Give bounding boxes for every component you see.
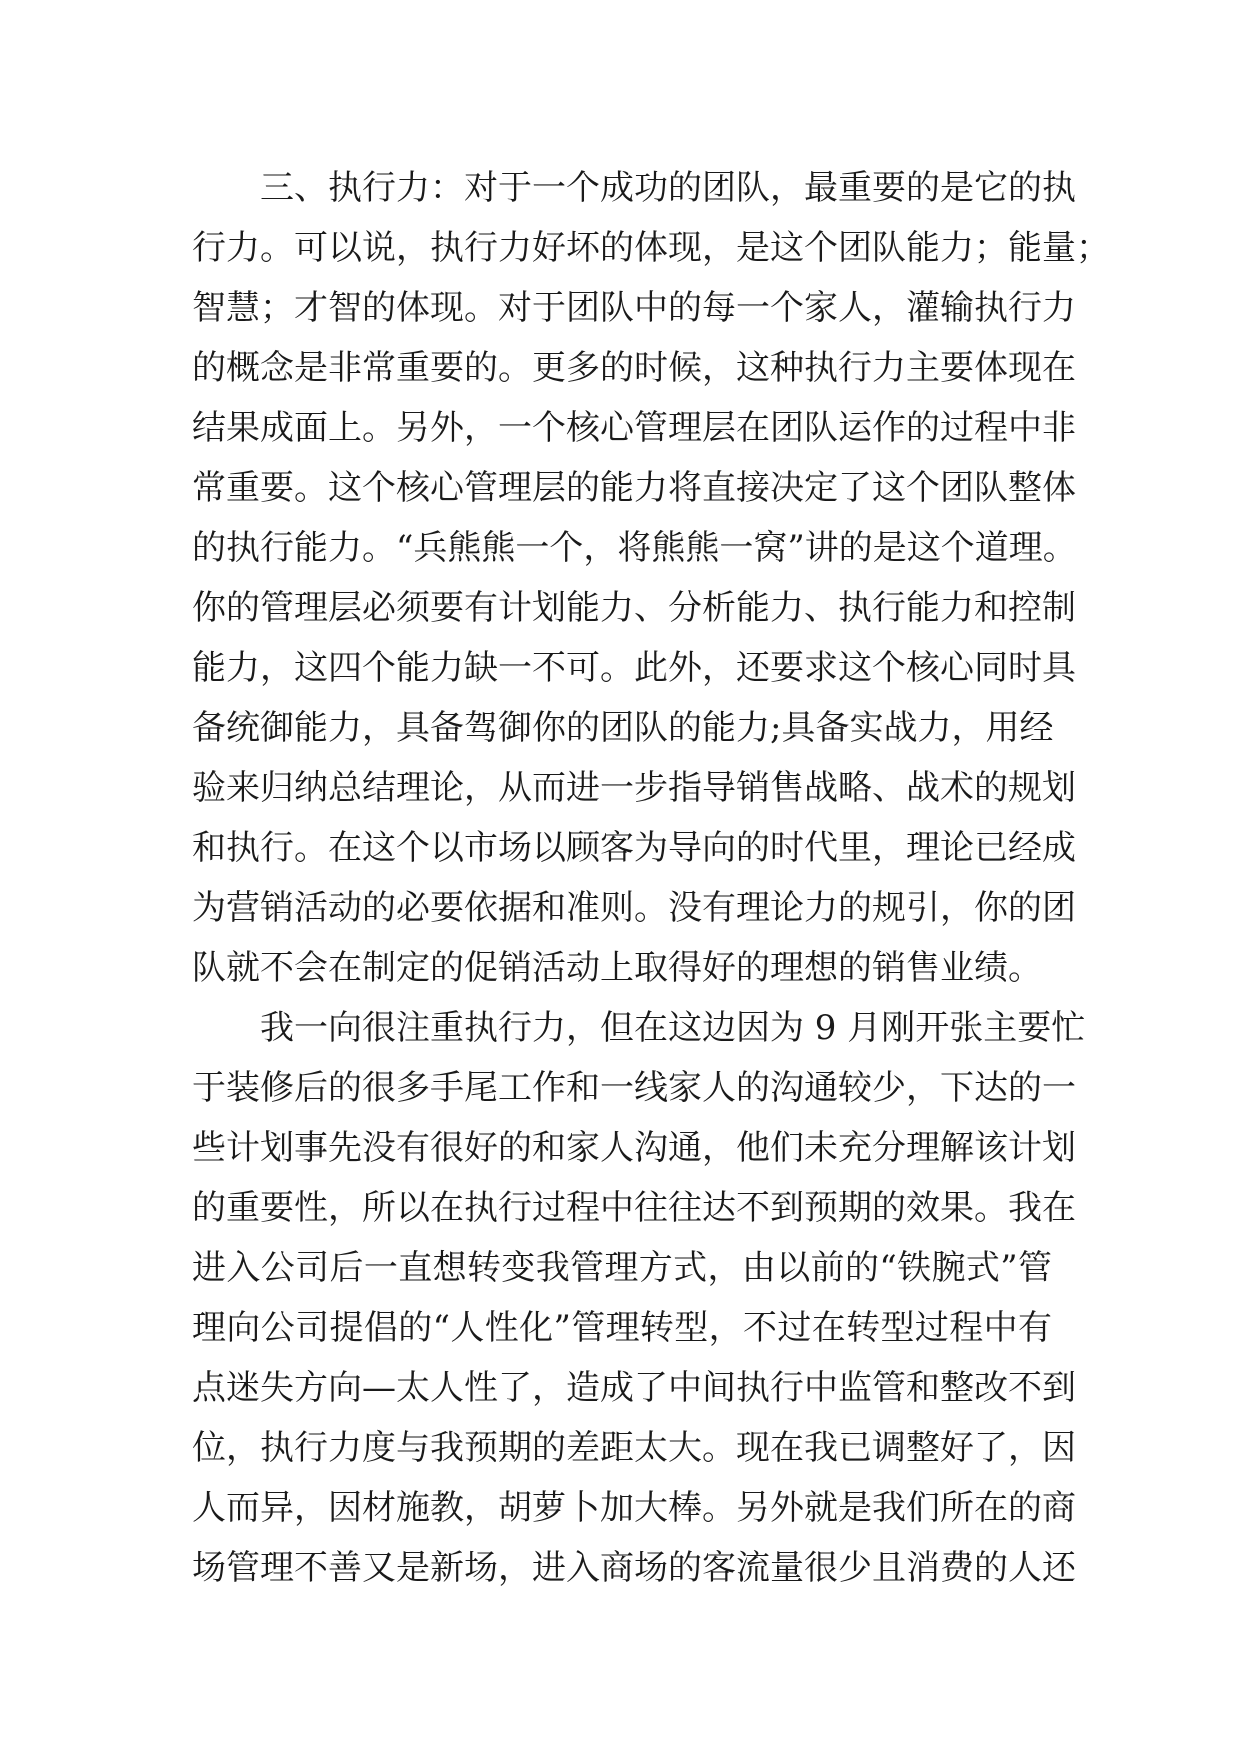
paragraph-1-line-9: 能力，这四个能力缺一不可。此外，还要求这个核心同时具: [192, 648, 1076, 688]
paragraph-1-line-11: 验来归纳总结理论，从而进一步指导销售战略、战术的规划: [192, 768, 1076, 808]
paragraph-1-line-13: 为营销活动的必要依据和准则。没有理论力的规引，你的团: [192, 888, 1076, 928]
paragraph-1-line-12: 和执行。在这个以市场以顾客为导向的时代里，理论已经成: [192, 828, 1076, 868]
paragraph-1-line-5: 结果成面上。另外，一个核心管理层在团队运作的过程中非: [192, 408, 1076, 448]
paragraph-2-line-7: 点迷失方向—太人性了，造成了中间执行中监管和整改不到: [192, 1368, 1076, 1408]
paragraph-1-line-2: 行力。可以说，执行力好坏的体现，是这个团队能力；能量；: [192, 228, 1110, 268]
paragraph-2-line-4: 的重要性，所以在执行过程中往往达不到预期的效果。我在: [192, 1188, 1076, 1228]
paragraph-2-line-9: 人而异，因材施教，胡萝卜加大棒。另外就是我们所在的商: [192, 1488, 1076, 1528]
paragraph-1-line-1: 三、执行力：对于一个成功的团队，最重要的是它的执: [260, 168, 1076, 208]
paragraph-1-line-4: 的概念是非常重要的。更多的时候，这种执行力主要体现在: [192, 348, 1076, 388]
paragraph-2-line-3: 些计划事先没有很好的和家人沟通，他们未充分理解该计划: [192, 1128, 1076, 1168]
paragraph-2-line-2: 于装修后的很多手尾工作和一线家人的沟通较少，下达的一: [192, 1068, 1076, 1108]
body-text: [192, 158, 1110, 1598]
paragraph-2-line-10: 场管理不善又是新场，进入商场的客流量很少且消费的人还: [192, 1548, 1076, 1588]
paragraph-1-line-8: 你的管理层必须要有计划能力、分析能力、执行能力和控制: [192, 588, 1076, 628]
paragraph-2-line-8: 位，执行力度与我预期的差距太大。现在我已调整好了，因: [192, 1428, 1076, 1468]
paragraph-1-line-10: 备统御能力，具备驾御你的团队的能力;具备实战力，用经: [192, 708, 1054, 748]
paragraph-1-line-6: 常重要。这个核心管理层的能力将直接决定了这个团队整体: [192, 468, 1076, 508]
paragraph-1-line-3: 智慧；才智的体现。对于团队中的每一个家人，灌输执行力: [192, 288, 1076, 328]
paragraph-2-line-5: 进入公司后一直想转变我管理方式，由以前的“铁腕式”管: [192, 1248, 1052, 1288]
paragraph-1-line-14: 队就不会在制定的促销活动上取得好的理想的销售业绩。: [192, 948, 1042, 988]
paragraph-2-line-1: 我一向很注重执行力，但在这边因为 9 月刚开张主要忙: [260, 1008, 1086, 1048]
paragraph-1-line-7: 的执行能力。“兵熊熊一个，将熊熊一窝”讲的是这个道理。: [192, 528, 1077, 568]
paragraph-2-line-6: 理向公司提倡的“人性化”管理转型，不过在转型过程中有: [192, 1308, 1052, 1348]
